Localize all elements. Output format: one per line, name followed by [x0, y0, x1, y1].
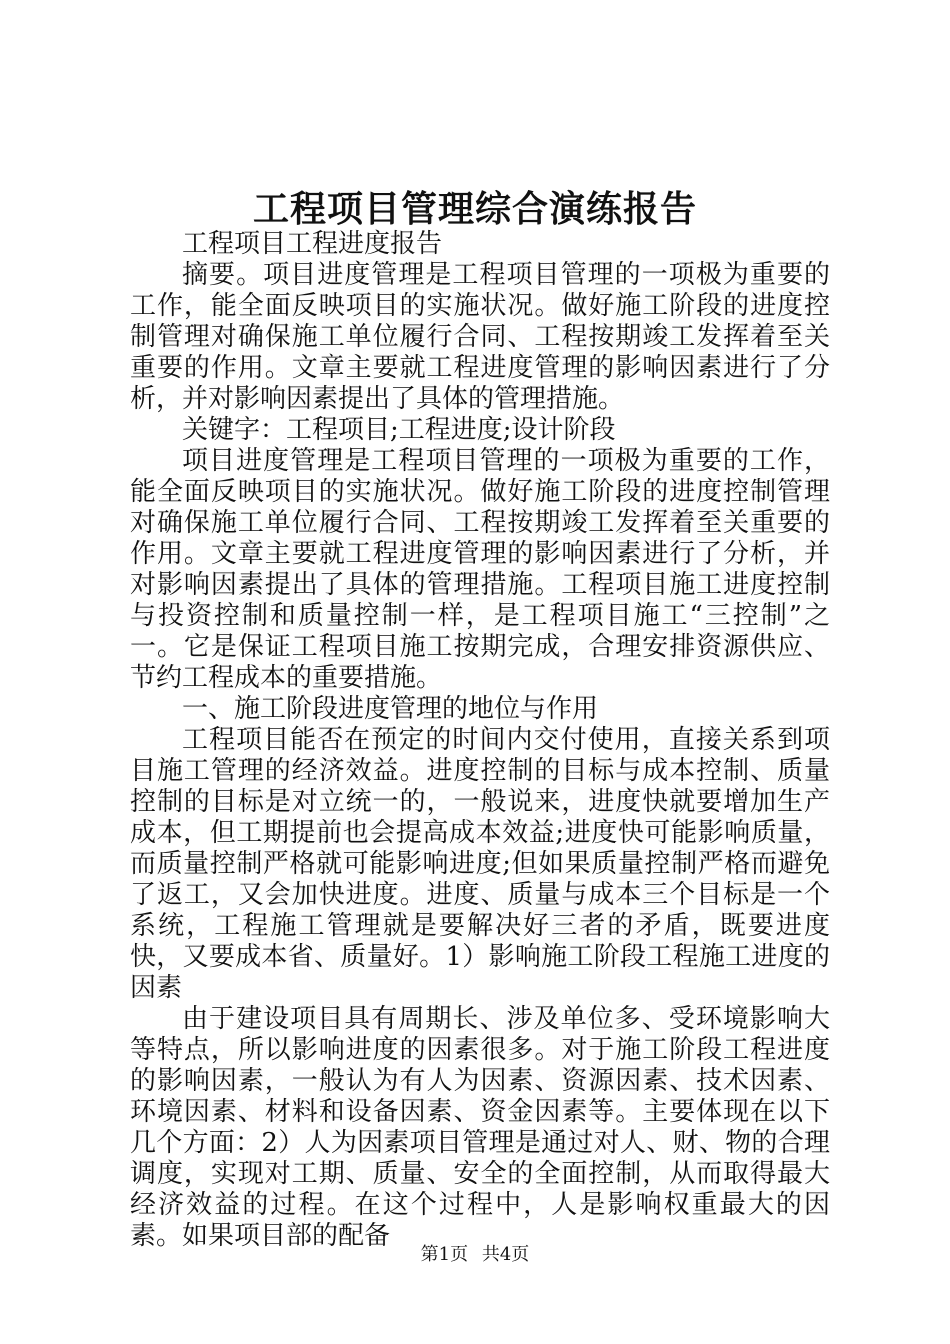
factors-paragraph: 由于建设项目具有周期长、涉及单位多、受环境影响大等特点，所以影响进度的因素很多。对于施工阶段工程进度的影响因素，一般认为有人为因素、资源因素、技术因素、环境因素、材料和设备因素、资金因素等。主要体现在以下几个方面：2）人为因素项目管理是通过对人、财、物的合理调度，实现对工期、质量、安全的全面控制，从而取得最大经济效益的过程。在这个过程中，人是影响权重最大的因素。如果项目部的配备: [130, 1004, 830, 1251]
intro-paragraph: 项目进度管理是工程项目管理的一项极为重要的工作，能全面反映项目的实施状况。做好施工阶段的进度控制管理对确保施工单位履行合同、工程按期竣工发挥着至关重要的作用。文章主要就工程进度管理的影响因素进行了分析，并对影响因素提出了具体的管理措施。工程项目施工进度控制与投资控制和质量控制一样，是工程项目施工“三控制”之一。它是保证工程项目施工按期完成，合理安排资源供应、节约工程成本的重要措施。: [130, 446, 830, 693]
abstract-paragraph: 摘要。项目进度管理是工程项目管理的一项极为重要的工作，能全面反映项目的实施状况。做好施工阶段的进度控制管理对确保施工单位履行合同、工程按期竣工发挥着至关重要的作用。文章主要就工程进度管理的影响因素进行了分析，并对影响因素提出了具体的管理措施。: [130, 260, 830, 414]
page-footer: [0, 1243, 950, 1267]
page-number: 第1页: [420, 1244, 469, 1265]
section-1-paragraph: 工程项目能否在预定的时间内交付使用，直接关系到项目施工管理的经济效益。进度控制的目标与成本控制、质量控制的目标是对立统一的，一般说来，进度快就要增加生产成本，但工期提前也会提高成本效益;进度快可能影响质量，而质量控制严格就可能影响进度;但如果质量控制严格而避免了返工，又会加快进度。进度、质量与成本三个目标是一个系统，工程施工管理就是要解决好三者的矛盾，既要进度快，又要成本省、质量好。1）影响施工阶段工程施工进度的因素: [130, 725, 830, 1003]
report-subtitle: 工程项目工程进度报告: [182, 229, 443, 259]
document-body: [130, 229, 830, 1252]
keywords-paragraph: 关键字：工程项目;工程进度;设计阶段: [182, 415, 616, 445]
page-total: 共4页: [481, 1244, 530, 1265]
section-heading-1: 一、施工阶段进度管理的地位与作用: [182, 694, 599, 724]
document-title: 工程项目管理综合演练报告: [252, 188, 697, 230]
